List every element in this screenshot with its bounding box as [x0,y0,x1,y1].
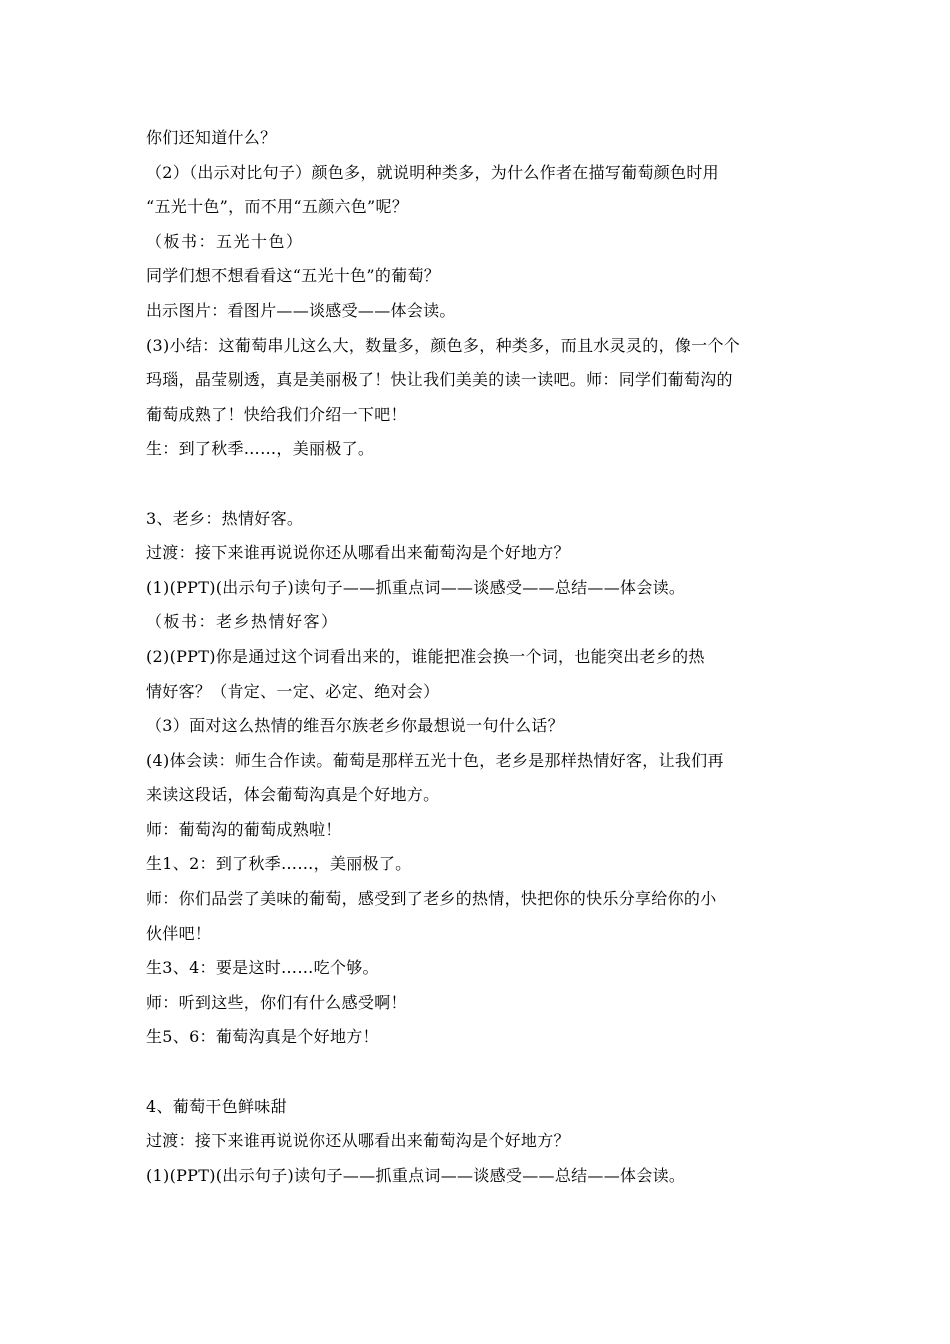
text-line: (3)小结：这葡萄串儿这么大，数量多，颜色多，种类多，而且水灵灵的，像一个个 [146,335,741,355]
text-line: 师：你们品尝了美味的葡萄，感受到了老乡的热情，快把你的快乐分享给你的小 [146,889,717,909]
board-note: （板书：老乡热情好客） [146,612,339,632]
text-line: 葡萄成熟了！快给我们介绍一下吧！ [146,404,407,424]
section-heading: 3、老乡：热情好客。 [146,508,304,528]
text-line: （3）面对这么热情的维吾尔族老乡你最想说一句什么话？ [146,716,564,736]
board-note: （板书：五光十色） [146,231,304,251]
text-line: 伙伴吧！ [146,923,212,943]
text-line: 生5、6：葡萄沟真是个好地方！ [146,1027,379,1047]
text-line: 出示图片：看图片——谈感受——体会读。 [146,300,456,320]
blank-line [146,467,816,502]
text-line: 生：到了秋季……，美丽极了。 [146,439,375,459]
text-line: 玛瑙，晶莹剔透，真是美丽极了！快让我们美美的读一读吧。师：同学们葡萄沟的 [146,370,733,390]
text-line: (1)(PPT)(出示句子)读句子——抓重点词——谈感受——总结——体会读。 [146,577,686,597]
text-line: “五光十色”，而不用“五颜六色”呢？ [146,197,409,217]
text-line: 同学们想不想看看这“五光十色”的葡萄？ [146,266,441,286]
text-line: 过渡：接下来谁再说说你还从哪看出来葡萄沟是个好地方？ [146,1131,570,1151]
text-line: (2)(PPT)你是通过这个词看出来的，谁能把准会换一个词，也能突出老乡的热 [146,646,705,666]
section-heading: 4、葡萄干色鲜味甜 [146,1096,287,1116]
text-line: 生1、2：到了秋季……，美丽极了。 [146,854,412,874]
text-line: （2）（出示对比句子）颜色多，就说明种类多，为什么作者在描写葡萄颜色时用 [146,162,719,182]
blank-line [146,1055,816,1090]
text-line: (4)体会读：师生合作读。葡萄是那样五光十色，老乡是那样热情好客，让我们再 [146,750,724,770]
text-line: 来读这段话，体会葡萄沟真是个好地方。 [146,785,440,805]
text-line: 你们还知道什么？ [146,128,277,147]
text-line: 师：葡萄沟的葡萄成熟啦！ [146,819,342,839]
text-line: 师：听到这些，你们有什么感受啊！ [146,992,407,1012]
text-line: 过渡：接下来谁再说说你还从哪看出来葡萄沟是个好地方？ [146,543,570,563]
text-line: 生3、4：要是这时……吃个够。 [146,958,379,978]
text-line: 情好客？（肯定、一定、必定、绝对会） [146,681,440,701]
document-page [146,121,816,1193]
text-line: (1)(PPT)(出示句子)读句子——抓重点词——谈感受——总结——体会读。 [146,1165,686,1185]
